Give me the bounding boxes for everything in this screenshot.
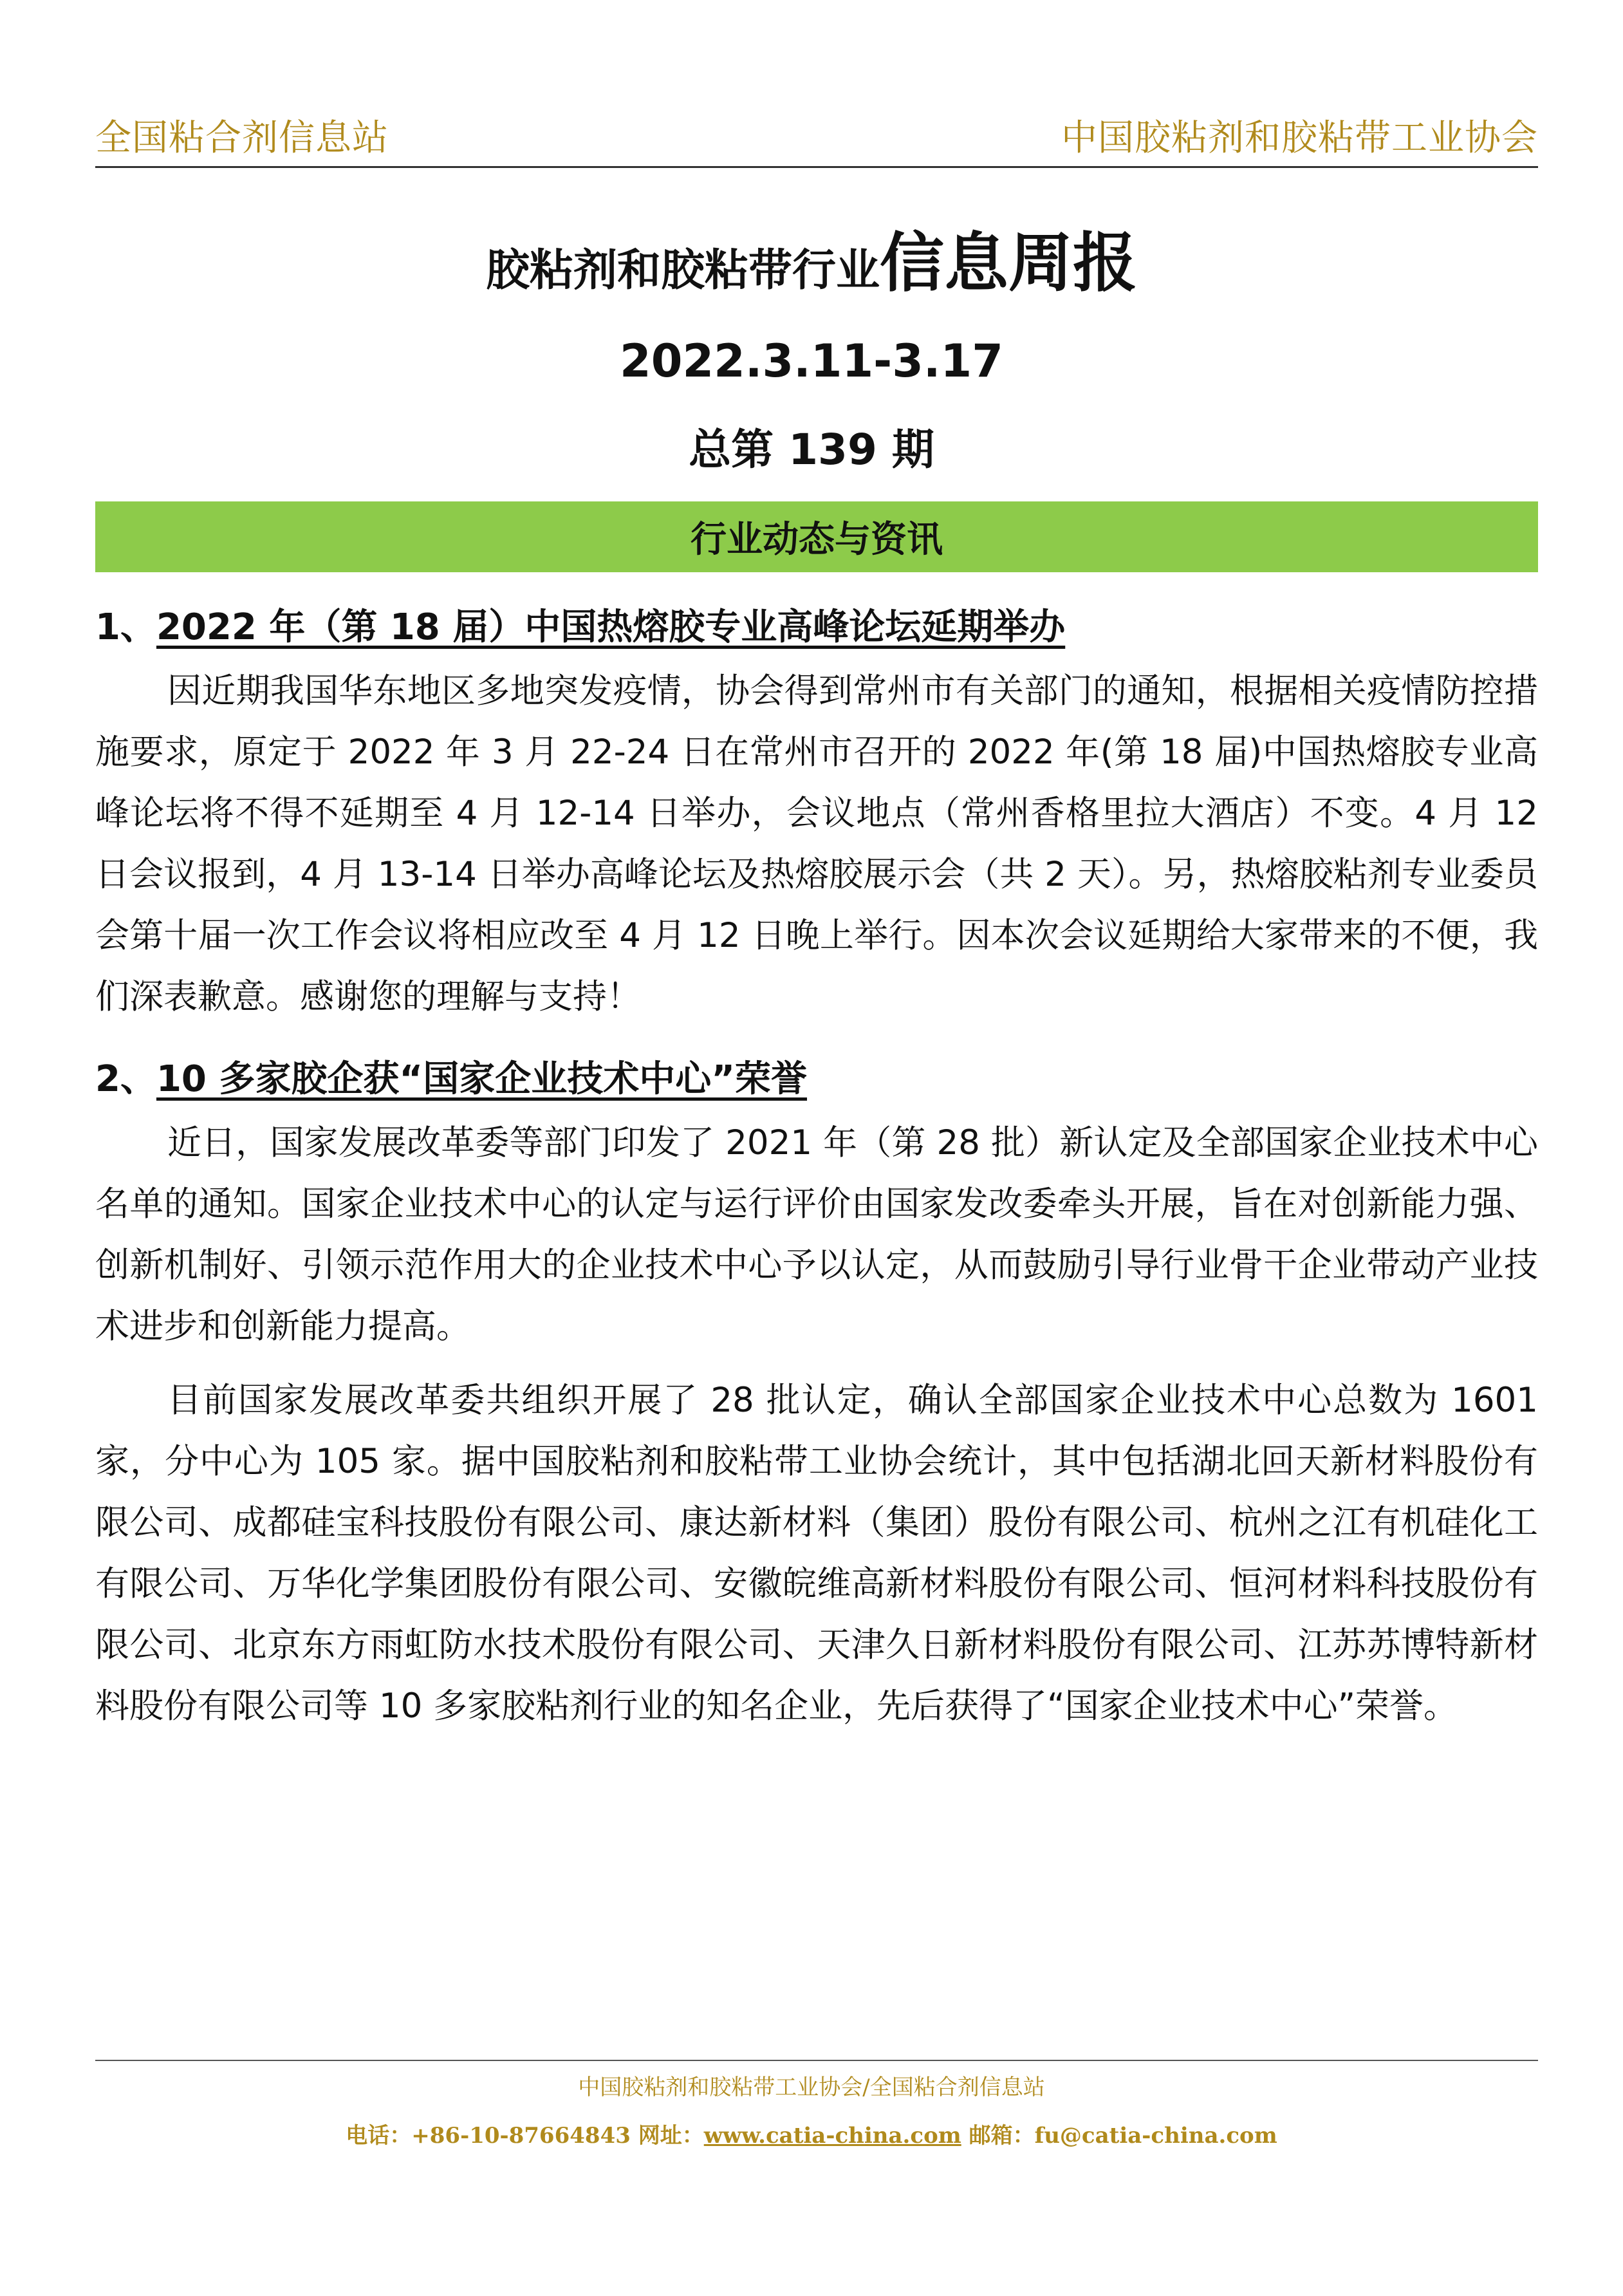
- page-header: [95, 111, 1538, 168]
- issue-number: 总第 139 期: [689, 425, 934, 474]
- article-title: 10 多家胶企获“国家企业技术中心”荣誉: [156, 1058, 808, 1100]
- article-heading: [95, 599, 1538, 657]
- article-number: 2、: [95, 1058, 156, 1100]
- phone-label: 电话：: [346, 2123, 412, 2149]
- article-paragraph: 近日，国家发展改革委等部门印发了 2021 年（第 28 批）新认定及全部国家企业技术中心名单的通知。国家企业技术中心的认定与运行评价由国家发改委牵头开展，旨在对创新能力强、创新机制好、引领示范作用大的企业技术中心予以认定，从而鼓励引导行业骨干企业带动产业技术进步和创新能力提高。: [95, 1123, 1538, 1346]
- title-prefix: 胶粘剂和胶粘带行业: [485, 245, 880, 296]
- header-left-text: 全国粘合剂信息站: [95, 117, 389, 159]
- footer-org-line: 中国胶粘剂和胶粘带工业协会/全国粘合剂信息站: [578, 2075, 1045, 2100]
- issue-date: 2022.3.11-3.17: [620, 335, 1003, 387]
- article-title: 2022 年（第 18 届）中国热熔胶专业高峰论坛延期举办: [156, 606, 1066, 648]
- footer-divider: [95, 2060, 1538, 2061]
- article-number: 1、: [95, 606, 156, 648]
- document-title: [0, 211, 1623, 304]
- footer-contact-line: [0, 2118, 1623, 2149]
- email-label: 邮箱：: [969, 2123, 1035, 2149]
- title-main: 信息周报: [880, 225, 1137, 301]
- article-heading: [95, 1050, 1538, 1108]
- header-right-text: 中国胶粘剂和胶粘带工业协会: [1061, 117, 1538, 159]
- phone-number: +86-10-87664843: [411, 2123, 631, 2149]
- email-address[interactable]: fu@catia-china.com: [1034, 2123, 1277, 2149]
- article-paragraph: 因近期我国华东地区多地突发疫情，协会得到常州市有关部门的通知，根据相关疫情防控措施要求，原定于 2022 年 3 月 22-24 日在常州市召开的 2022 年(第 18 届)中国热熔胶专业高峰论坛将不得不延期至 4 月 12-14 日举办，会议地点（常州香格里拉大酒店）不变。4 月 12 日会议报到，4 月 13-14 日举办高峰论坛及热熔胶展示会（共 2 天）。另，热熔胶粘剂专业委员会第十届一次工作会议将相应改至 4 月 12 日晚上举行。因本次会议延期给大家带来的不便，我们深表歉意。感谢您的理解与支持！: [95, 671, 1538, 1016]
- website-link[interactable]: www.catia-china.com: [703, 2123, 961, 2149]
- article-list: [95, 599, 1538, 1737]
- website-label: 网址：: [638, 2123, 704, 2149]
- article-paragraph: 目前国家发展改革委共组织开展了 28 批认定，确认全部国家企业技术中心总数为 1601 家，分中心为 105 家。据中国胶粘剂和胶粘带工业协会统计，其中包括湖北回天新材料股份有限公司、成都硅宝科技股份有限公司、康达新材料（集团）股份有限公司、杭州之江有机硅化工有限公司、万华化学集团股份有限公司、安徽皖维高新材料股份有限公司、恒河材料科技股份有限公司、北京东方雨虹防水技术股份有限公司、天津久日新材料股份有限公司、江苏苏博特新材料股份有限公司等 10 多家胶粘剂行业的知名企业，先后获得了“国家企业技术中心”荣誉。: [95, 1381, 1538, 1726]
- section-banner: 行业动态与资讯: [95, 501, 1538, 572]
